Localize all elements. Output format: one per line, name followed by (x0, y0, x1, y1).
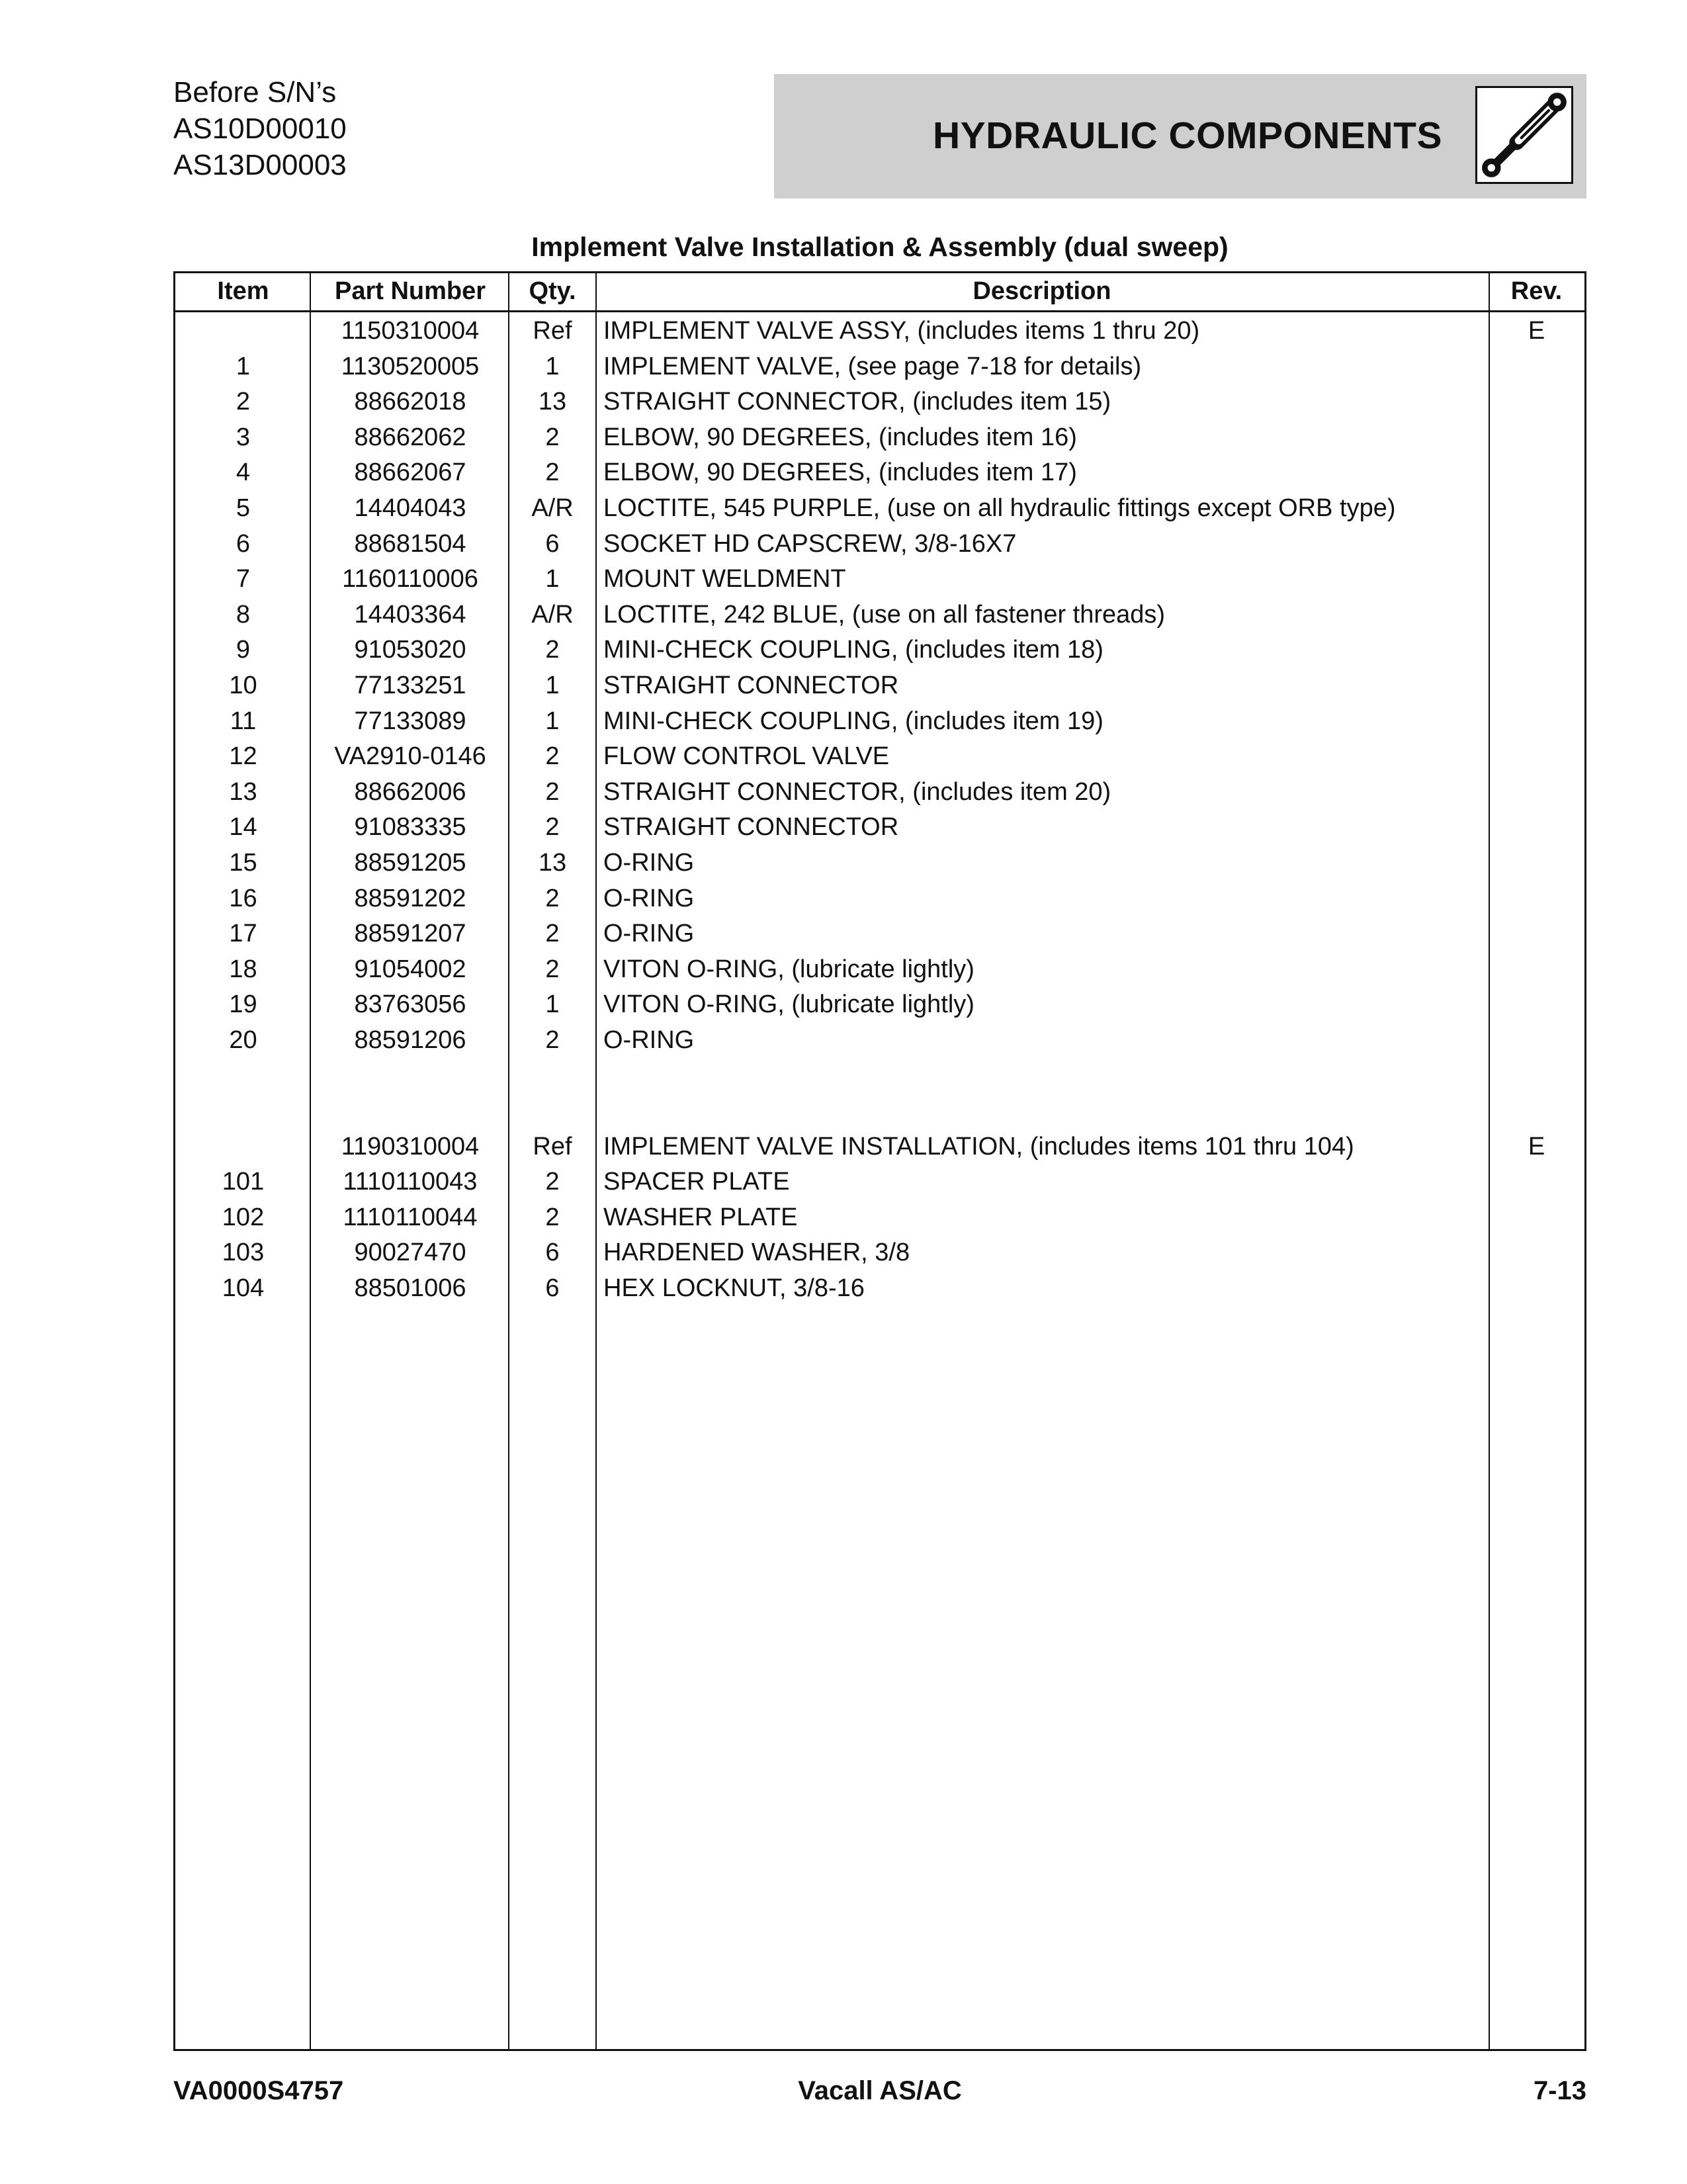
row-qty: 2 (545, 920, 560, 948)
table-row (175, 1200, 1584, 1235)
row-part-number: 91053020 (354, 636, 466, 664)
row-rev (1489, 384, 1584, 419)
table-row (175, 1022, 1584, 1058)
footer-page-number: 7-13 (1533, 2076, 1586, 2105)
row-part-number: 14404043 (354, 494, 466, 522)
row-item: 14 (229, 813, 257, 842)
row-rev (1489, 455, 1584, 490)
row-item: 18 (229, 955, 257, 983)
row-part-number (311, 1057, 509, 1093)
row-description: STRAIGHT CONNECTOR (603, 671, 899, 699)
row-rev (1489, 951, 1584, 987)
footer-product: Vacall AS/AC (798, 2076, 962, 2105)
row-item: 16 (229, 884, 257, 912)
row-item (175, 1057, 311, 1093)
row-part-number: 1110110043 (343, 1168, 478, 1196)
row-description: STRAIGHT CONNECTOR (603, 813, 899, 842)
row-part-number (311, 1093, 509, 1129)
parts-table (173, 271, 1586, 2051)
row-item (175, 1129, 311, 1164)
row-qty: 2 (545, 459, 560, 487)
row-rev (1489, 1057, 1584, 1093)
row-part-number: 77133089 (354, 707, 466, 735)
row-part-number: 88591205 (354, 848, 466, 877)
table-row (175, 881, 1584, 916)
row-part-number: 1160110006 (342, 565, 478, 593)
row-rev (1489, 986, 1584, 1022)
table-body (175, 313, 1584, 1306)
table-row (175, 419, 1584, 455)
row-item: 2 (236, 388, 251, 416)
hydraulic-cylinder-icon-graphic (1477, 88, 1571, 182)
row-rev (1489, 1164, 1584, 1200)
row-item: 3 (236, 423, 251, 451)
table-row (175, 632, 1584, 668)
row-rev (1489, 1093, 1584, 1129)
row-qty: A/R (531, 494, 574, 522)
table-row (175, 703, 1584, 739)
row-part-number: 1150310004 (341, 317, 480, 345)
row-qty: 2 (545, 1026, 560, 1054)
row-description: STRAIGHT CONNECTOR, (includes item 15) (603, 388, 1111, 416)
table-row (175, 738, 1584, 774)
row-description: O-RING (603, 848, 695, 877)
row-item: 9 (236, 636, 251, 664)
row-description: O-RING (603, 920, 695, 948)
row-qty: 2 (545, 955, 560, 983)
row-rev (1489, 845, 1584, 881)
row-item (175, 313, 311, 349)
row-description: O-RING (603, 884, 695, 912)
section-banner (774, 74, 1586, 198)
serial-number-block (173, 74, 347, 183)
table-row (175, 668, 1584, 703)
row-item: 11 (230, 707, 257, 735)
row-rev (1489, 738, 1584, 774)
hydraulic-cylinder-icon (1475, 86, 1573, 184)
row-rev (1489, 1235, 1584, 1270)
table-row (175, 916, 1584, 951)
row-rev (1489, 881, 1584, 916)
row-part-number: 1190310004 (341, 1132, 480, 1160)
table-row (175, 1057, 1584, 1093)
row-item: 12 (229, 742, 257, 771)
row-rev (1489, 668, 1584, 703)
row-rev (1489, 632, 1584, 668)
row-description: MOUNT WELDMENT (603, 565, 846, 593)
table-row (175, 951, 1584, 987)
table-row (175, 986, 1584, 1022)
table-row (175, 526, 1584, 562)
row-description: IMPLEMENT VALVE INSTALLATION, (includes items 101 thru 104) (603, 1132, 1354, 1160)
row-item: 103 (222, 1239, 265, 1267)
table-row (175, 809, 1584, 845)
table-row (175, 597, 1584, 633)
row-rev (1489, 1270, 1584, 1306)
header-part-number: Part Number (334, 277, 486, 305)
row-item: 13 (229, 777, 257, 806)
row-rev (1489, 774, 1584, 810)
row-description: SOCKET HD CAPSCREW, 3/8-16X7 (603, 529, 1017, 558)
row-qty: 2 (545, 777, 560, 806)
row-description: HARDENED WASHER, 3/8 (603, 1239, 910, 1267)
serial-line-0: Before S/N’s (173, 76, 337, 109)
row-rev (1489, 916, 1584, 951)
row-part-number: 91083335 (354, 813, 466, 842)
row-description: FLOW CONTROL VALVE (603, 742, 890, 771)
row-description: O-RING (603, 1026, 695, 1054)
row-qty: 1 (545, 565, 560, 593)
row-qty: 6 (545, 1274, 560, 1303)
row-description: LOCTITE, 545 PURPLE, (use on all hydraulic fittings except ORB type) (603, 494, 1396, 522)
row-item: 104 (222, 1274, 265, 1303)
row-qty: 2 (545, 1203, 560, 1231)
row-item (175, 1093, 311, 1129)
row-qty: 6 (545, 529, 560, 558)
row-description: ELBOW, 90 DEGREES, (includes item 16) (603, 423, 1077, 451)
row-part-number: 88662018 (354, 388, 466, 416)
row-item: 10 (229, 671, 257, 699)
table-row (175, 561, 1584, 597)
row-item: 15 (229, 848, 257, 877)
row-qty: 1 (545, 352, 560, 380)
row-rev (1489, 597, 1584, 633)
table-title: Implement Valve Installation & Assembly (dual sweep) (531, 232, 1229, 262)
serial-line-2: AS13D00003 (173, 149, 347, 181)
row-description: WASHER PLATE (603, 1203, 798, 1231)
row-rev (1489, 809, 1584, 845)
row-part-number: 88662062 (354, 423, 466, 451)
table-row (175, 1164, 1584, 1200)
row-description: MINI-CHECK COUPLING, (includes item 19) (603, 707, 1103, 735)
row-qty: 13 (538, 848, 567, 877)
row-rev (1489, 526, 1584, 562)
table-header-row (175, 273, 1584, 312)
row-rev: E (1528, 1132, 1545, 1160)
row-qty (509, 1057, 595, 1093)
row-rev (1489, 419, 1584, 455)
row-part-number: 83763056 (354, 990, 466, 1019)
row-rev (1489, 1200, 1584, 1235)
table-row (175, 455, 1584, 490)
row-qty: 2 (545, 742, 560, 771)
row-qty: 13 (538, 388, 567, 416)
row-description: ELBOW, 90 DEGREES, (includes item 17) (603, 459, 1077, 487)
row-rev (1489, 349, 1584, 384)
table-row (175, 1129, 1584, 1164)
row-item: 17 (229, 920, 257, 948)
row-qty: 6 (545, 1239, 560, 1267)
footer-doc-number: VA0000S4757 (173, 2076, 344, 2105)
row-part-number: 88681504 (354, 529, 466, 558)
row-rev (1489, 561, 1584, 597)
table-row (175, 349, 1584, 384)
row-part-number: 88662006 (354, 777, 466, 806)
row-qty: Ref (533, 1132, 572, 1160)
table-row (175, 1235, 1584, 1270)
header-item: Item (217, 277, 269, 305)
row-qty: 1 (545, 990, 560, 1019)
table-row (175, 1093, 1584, 1129)
row-rev: E (1528, 317, 1545, 345)
header-qty: Qty. (529, 277, 576, 305)
row-part-number: 88662067 (354, 459, 466, 487)
row-part-number: 90027470 (354, 1239, 466, 1267)
row-description: HEX LOCKNUT, 3/8-16 (603, 1274, 865, 1303)
row-item: 7 (236, 565, 251, 593)
section-title: HYDRAULIC COMPONENTS (932, 114, 1442, 157)
row-item: 20 (229, 1026, 257, 1054)
row-item: 5 (236, 494, 251, 522)
row-description: VITON O-RING, (lubricate lightly) (603, 990, 974, 1019)
table-row (175, 1270, 1584, 1306)
serial-line-1: AS10D00010 (173, 112, 347, 145)
row-rev (1489, 490, 1584, 526)
row-qty: 2 (545, 884, 560, 912)
row-part-number: 91054002 (354, 955, 466, 983)
row-part-number: 88591202 (354, 884, 466, 912)
row-description: MINI-CHECK COUPLING, (includes item 18) (603, 636, 1103, 664)
row-qty: 2 (545, 636, 560, 664)
row-part-number: 1110110044 (343, 1203, 478, 1231)
table-row (175, 774, 1584, 810)
row-part-number: 88591207 (354, 920, 466, 948)
row-rev (1489, 1022, 1584, 1058)
row-item: 19 (229, 990, 257, 1019)
row-part-number: 88501006 (354, 1274, 466, 1303)
row-item: 8 (236, 600, 251, 629)
row-qty (509, 1093, 595, 1129)
row-description: STRAIGHT CONNECTOR, (includes item 20) (603, 777, 1111, 806)
row-qty: A/R (531, 600, 574, 629)
table-row (175, 845, 1584, 881)
row-qty: 2 (545, 813, 560, 842)
table-row (175, 384, 1584, 419)
row-description: LOCTITE, 242 BLUE, (use on all fastener threads) (603, 600, 1166, 629)
row-part-number: 77133251 (354, 671, 466, 699)
row-qty: 2 (545, 1168, 560, 1196)
header-rev: Rev. (1510, 277, 1563, 305)
row-rev (1489, 703, 1584, 739)
row-description: IMPLEMENT VALVE, (see page 7-18 for details) (603, 352, 1142, 380)
row-item: 101 (222, 1168, 265, 1196)
row-part-number: 1130520005 (341, 352, 480, 380)
row-item: 4 (236, 459, 251, 487)
row-item: 1 (236, 352, 251, 380)
table-row (175, 313, 1584, 349)
row-description: VITON O-RING, (lubricate lightly) (603, 955, 974, 983)
row-item: 6 (236, 529, 251, 558)
row-qty: 1 (545, 671, 560, 699)
row-part-number: 88591206 (354, 1026, 466, 1054)
row-description: SPACER PLATE (603, 1168, 790, 1196)
table-row (175, 490, 1584, 526)
row-qty: 1 (545, 707, 560, 735)
row-description: IMPLEMENT VALVE ASSY, (includes items 1 thru 20) (603, 317, 1200, 345)
row-qty: Ref (533, 317, 572, 345)
row-part-number: VA2910-0146 (334, 742, 486, 771)
row-part-number: 14403364 (354, 600, 466, 629)
row-qty: 2 (545, 423, 560, 451)
header-description: Description (973, 277, 1111, 305)
row-item: 102 (222, 1203, 265, 1231)
